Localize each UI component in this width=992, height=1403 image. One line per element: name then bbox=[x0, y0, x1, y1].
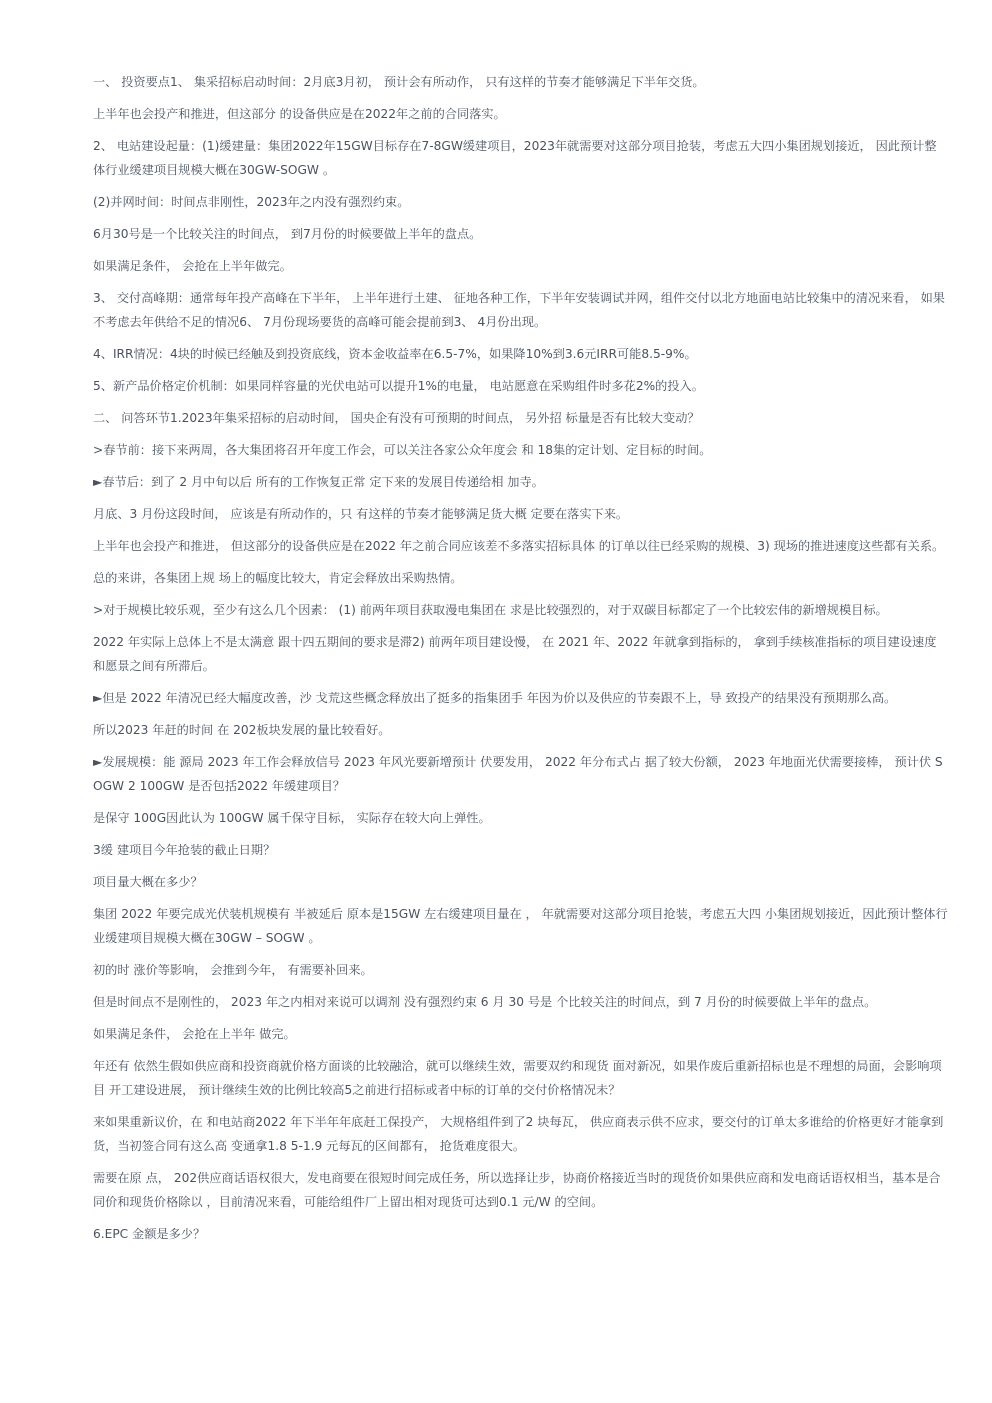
paragraph: ►发展规模：能 源局 2023 年工作会释放信号 2023 年风光要新增预计 伏要发用， 2022 年分布式占 据了较大份额， 2023 年地面光伏需要接棒， 预计伏 SOGW 2 100GW 是否包括2022 年缓建项目？ bbox=[93, 755, 943, 793]
paragraph: 如果满足条件， 会抢在上半年 做完。 bbox=[93, 1027, 296, 1041]
paragraph: 是保守 100G因此认为 100GW 属千保守目标， 实际存在较大向上弹性。 bbox=[93, 811, 491, 825]
paragraph: 总的来讲，各集团上规 场上的幅度比较大，肯定会释放出采购热情。 bbox=[93, 571, 463, 585]
paragraph: 上半年也会投产和推进， 但这部分的设备供应是在2022 年之前合同应该差不多落实招标具体 的订单以往已经采购的规模、3) 现场的推进速度这些都有关系。 bbox=[93, 539, 945, 553]
paragraph: 5、新产品价格定价机制：如果同样容量的光伏电站可以提升1%的电量， 电站愿意在采购组件时多花2%的投入。 bbox=[93, 379, 704, 393]
paragraph: 需要在原 点， 202供应商话语权很大，发电商要在很短时间完成任务，所以选择让步，协商价格接近当时的现货价如果供应商和发电商话语权相当，基本是合同价和现货价格除以 ，目前清况来看，可能给组件厂上留出相对现货可达到0.1 元/W 的空间。 bbox=[93, 1171, 941, 1209]
paragraph: 年还有 依然生假如供应商和投资商就价格方面谈的比较融洽，就可以继续生效，需要双约和现货 面对新况，如果作废后重新招标也是不理想的局面，会影响项目 开工建设进展， 预计继续生效的比例比较高5之前进行招标或者中标的订单的交付价格情况未？ bbox=[93, 1059, 942, 1097]
paragraph: 二、 问答环节1.2023年集采招标的启动时间， 国央企有没有可预期的时间点， 另外招 标量是否有比较大变动？ bbox=[93, 411, 700, 425]
paragraph: ►但是 2022 年清况已经大幅度改善，沙 戈荒这些概念释放出了挺多的指集团手 年因为价以及供应的节奏跟不上，导 致投产的结果没有预期那么高。 bbox=[93, 691, 897, 705]
paragraph: 一、 投资要点1、 集采招标启动时间：2月底3月初， 预计会有所动作， 只有这样的节奏才能够满足下半年交货。 bbox=[93, 75, 705, 89]
paragraph: 上半年也会投产和推进，但这部分 的设备供应是在2022年之前的合同落实。 bbox=[93, 107, 506, 121]
paragraph: 2、 电站建设起量：(1)缓建量：集团2022年15GW目标存在7-8GW缓建项目，2023年就需要对这部分项目抢装，考虑五大四小集团规划接近， 因此预计整体行业缓建项目规模大概在30GW-SOGW 。 bbox=[93, 139, 937, 177]
paragraph: 月底、3 月份这段时间， 应该是有所动作的，只 有这样的节奏才能够满足货大概 定要在落实下来。 bbox=[93, 507, 629, 521]
paragraph: 如果满足条件， 会抢在上半年做完。 bbox=[93, 259, 292, 273]
paragraph: 所以2023 年赶的时间 在 202板块发展的量比较看好。 bbox=[93, 723, 391, 737]
paragraph: 2022 年实际上总体上不是太满意 跟十四五期间的要求是滞2) 前两年项目建设慢， 在 2021 年、2022 年就拿到指标的， 拿到手续核准指标的项目建设速度和愿景之间有所滞后。 bbox=[93, 635, 937, 673]
paragraph: 6月30号是一个比较关注的时间点， 到7月份的时候要做上半年的盘点。 bbox=[93, 227, 482, 241]
paragraph: ►春节后：到了 2 月中旬以后 所有的工作恢复正常 定下来的发展目传递给相 加寺。 bbox=[93, 475, 544, 489]
paragraph: 集团 2022 年要完成光伏装机规模有 半被延后 原本是15GW 左右缓建项目量在 ， 年就需要对这部分项目抢装，考虑五大四 小集团规划接近，因此预计整体行业缓建项目规模大概在30GW – SOGW 。 bbox=[93, 907, 948, 945]
paragraph: 6.EPC 金额是多少？ bbox=[93, 1227, 206, 1241]
paragraph: 初的时 涨价等影响， 会推到今年， 有需要补回来。 bbox=[93, 963, 373, 977]
paragraph: 3缓 建项目今年抢装的截止日期？ bbox=[93, 843, 276, 857]
paragraph: 项目量大概在多少？ bbox=[93, 875, 203, 889]
paragraph: >春节前：接下来两周，各大集团将召开年度工作会，可以关注各家公众年度会 和 18集的定计划、定目标的时间。 bbox=[93, 443, 712, 457]
paragraph: (2)并网时间：时间点非刚性，2023年之内没有强烈约束。 bbox=[93, 195, 410, 209]
paragraph: 来如果重新议价，在 和电站商2022 年下半年年底赶工保投产， 大规格组件到了2 块每瓦， 供应商表示供不应求，要交付的订单太多谁给的价格更好才能拿到货，当初签合同有这么高 变通拿1.8 5-1.9 元每瓦的区间都有， 抢货难度很大。 bbox=[93, 1115, 944, 1153]
document-body bbox=[93, 70, 948, 1246]
paragraph: 但是时间点不是刚性的， 2023 年之内相对来说可以调剂 没有强烈约束 6 月 30 号是 个比较关注的时间点，到 7 月份的时候要做上半年的盘点。 bbox=[93, 995, 877, 1009]
paragraph: 3、 交付高峰期：通常每年投产高峰在下半年， 上半年进行土建、 征地各种工作，下半年安装调试并网，组件交付以北方地面电站比较集中的清况来看， 如果不考虑去年供给不足的情况6、 7月份现场要货的高峰可能会提前到3、 4月份出现。 bbox=[93, 291, 945, 329]
paragraph: 4、IRR情况：4块的时候已经触及到投资底线，资本金收益率在6.5-7%，如果降10%到3.6元IRR可能8.5-9%。 bbox=[93, 347, 697, 361]
paragraph: >对于规模比较乐观，至少有这么几个因素： (1) 前两年项目获取漫电集团在 求是比较强烈的，对于双碳目标都定了一个比较宏伟的新增规模目标。 bbox=[93, 603, 888, 617]
